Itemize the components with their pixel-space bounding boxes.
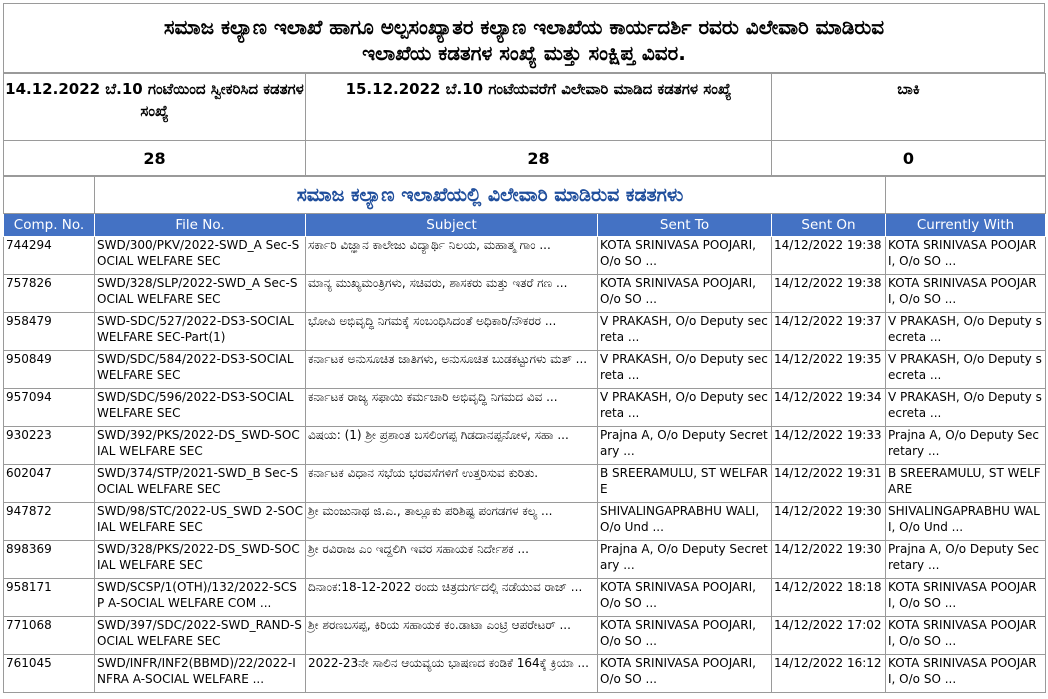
sent-to-cell: KOTA SRINIVASA POOJARI, O/o SO ...	[598, 617, 772, 655]
currently-with-cell: SHIVALINGAPRABHU WALI, O/o Und ...	[886, 503, 1046, 541]
sent-to-cell: KOTA SRINIVASA POOJARI, O/o SO ...	[598, 655, 772, 693]
sent-to-cell: KOTA SRINIVASA POOJARI, O/o SO ...	[598, 275, 772, 313]
currently-with-cell: B SREERAMULU, ST WELFARE	[886, 465, 1046, 503]
table-row	[4, 275, 1046, 313]
file-no-cell: SWD/SDC/596/2022-DS3-SOCIAL WELFARE SEC	[95, 389, 306, 427]
subject-cell: ಕರ್ನಾಟಕ ವಿಧಾನ ಸಭೆಯ ಭರವಸೆಗಳಿಗೆ ಉತ್ತರಿಸುವ ಕುರಿತು.	[306, 465, 598, 503]
table-row	[4, 465, 1046, 503]
sent-on-cell: 14/12/2022 17:02	[772, 617, 886, 655]
table-row	[4, 617, 1046, 655]
comp-no-cell: 958171	[4, 579, 95, 617]
currently-with-cell: KOTA SRINIVASA POOJARI, O/o SO ...	[886, 617, 1046, 655]
section-left-spacer	[4, 177, 95, 214]
pending-label: ಬಾಕಿ	[772, 74, 1046, 141]
table-row	[4, 351, 1046, 389]
subject-cell: 2022-23ನೇ ಸಾಲಿನ ಆಯವ್ಯಯ ಭಾಷಣದ ಕಂಡಿಕೆ 164ಕ್ಕೆ ಕ್ರಿಯಾ ...	[306, 655, 598, 693]
table-row	[4, 655, 1046, 693]
table-row	[4, 503, 1046, 541]
comp-no-cell: 757826	[4, 275, 95, 313]
title-table	[3, 3, 1045, 73]
sent-on-cell: 14/12/2022 19:35	[772, 351, 886, 389]
sent-on-cell: 14/12/2022 19:37	[772, 313, 886, 351]
subject-cell: ಕರ್ನಾಟಕ ರಾಜ್ಯ ಸಫಾಯಿ ಕರ್ಮಚಾರಿ ಅಭಿವೃದ್ಧಿ ನಿಗಮದ ವಿವ ...	[306, 389, 598, 427]
table-row	[4, 237, 1046, 275]
sent-to-cell: V PRAKASH, O/o Deputy secreta ...	[598, 313, 772, 351]
file-no-cell: SWD/INFR/INF2(BBMD)/22/2022-INFRA A-SOCIAL WELFARE ...	[95, 655, 306, 693]
sent-to-cell: B SREERAMULU, ST WELFARE	[598, 465, 772, 503]
subject-cell: ವಿಷಯ: (1) ಶ್ರೀ ಪ್ರಶಾಂತ ಬಸಲಿಂಗಪ್ಪ ಗಿಡದಾನಪ್ಪನೋಳ, ಸಹಾ ...	[306, 427, 598, 465]
file-no-cell: SWD/300/PKV/2022-SWD_A Sec-SOCIAL WELFARE SEC	[95, 237, 306, 275]
sent-to-cell: SHIVALINGAPRABHU WALI, O/o Und ...	[598, 503, 772, 541]
sent-to-cell: KOTA SRINIVASA POOJARI, O/o SO ...	[598, 579, 772, 617]
pending-value: 0	[772, 141, 1046, 176]
currently-with-cell: Prajna A, O/o Deputy Secretary ...	[886, 541, 1046, 579]
table-row	[4, 427, 1046, 465]
comp-no-cell: 930223	[4, 427, 95, 465]
currently-with-cell: V PRAKASH, O/o Deputy secreta ...	[886, 389, 1046, 427]
file-no-cell: SWD/SCSP/1(OTH)/132/2022-SCSP A-SOCIAL WELFARE COM ...	[95, 579, 306, 617]
table-row	[4, 389, 1046, 427]
column-header-row	[4, 214, 1046, 237]
sent-on-cell: 14/12/2022 19:34	[772, 389, 886, 427]
table-row	[4, 313, 1046, 351]
subject-cell: ಸರ್ಕಾರಿ ವಿಜ್ಞಾನ ಕಾಲೇಜು ವಿದ್ಯಾರ್ಥಿ ನಿಲಯ, ಮಹಾತ್ಮ ಗಾಂ ...	[306, 237, 598, 275]
currently-with-cell: KOTA SRINIVASA POOJARI, O/o SO ...	[886, 237, 1046, 275]
comp-no-cell: 947872	[4, 503, 95, 541]
file-no-cell: SWD/98/STC/2022-US_SWD 2-SOCIAL WELFARE SEC	[95, 503, 306, 541]
sent-on-cell: 14/12/2022 19:30	[772, 541, 886, 579]
subject-cell: ದಿನಾಂಕ:18-12-2022 ರಂದು ಚಿತ್ರದುರ್ಗದಲ್ಲಿ ನಡೆಯುವ ರಾಜ್ ...	[306, 579, 598, 617]
subject-cell: ಮಾನ್ಯ ಮುಖ್ಯಮಂತ್ರಿಗಳು, ಸಚಿವರು, ಶಾಸಕರು ಮತ್ತು ಇತರೆ ಗಣ ...	[306, 275, 598, 313]
section-right-spacer	[886, 177, 1046, 214]
sent-on-cell: 14/12/2022 19:31	[772, 465, 886, 503]
currently-with-cell: KOTA SRINIVASA POOJARI, O/o SO ...	[886, 579, 1046, 617]
disposed-label: 15.12.2022 ಬೆ.10 ಗಂಟೆಯವರೆಗೆ ವಿಲೇವಾರಿ ಮಾಡಿದ ಕಡತಗಳ ಸಂಖ್ಯೆ	[306, 74, 772, 141]
sent-to-cell: Prajna A, O/o Deputy Secretary ...	[598, 541, 772, 579]
file-no-cell: SWD/328/SLP/2022-SWD_A Sec-SOCIAL WELFARE SEC	[95, 275, 306, 313]
table-row	[4, 579, 1046, 617]
comp-no-cell: 957094	[4, 389, 95, 427]
sent-to-cell: KOTA SRINIVASA POOJARI, O/o SO ...	[598, 237, 772, 275]
report-title	[4, 4, 1045, 73]
files-table	[3, 176, 1046, 693]
comp-no-cell: 950849	[4, 351, 95, 389]
table-row	[4, 541, 1046, 579]
sent-to-cell: Prajna A, O/o Deputy Secretary ...	[598, 427, 772, 465]
comp-no-cell: 602047	[4, 465, 95, 503]
file-no-cell: SWD/392/PKS/2022-DS_SWD-SOCIAL WELFARE SEC	[95, 427, 306, 465]
comp-no-cell: 761045	[4, 655, 95, 693]
file-no-cell: SWD/328/PKS/2022-DS_SWD-SOCIAL WELFARE SEC	[95, 541, 306, 579]
col-comp-no: Comp. No.	[4, 214, 95, 237]
report-title-line2: ಇಲಾಖೆಯ ಕಡತಗಳ ಸಂಖ್ಯೆ ಮತ್ತು ಸಂಕ್ಷಿಪ್ತ ವಿವರ.	[362, 41, 686, 65]
sent-on-cell: 14/12/2022 16:12	[772, 655, 886, 693]
sent-on-cell: 14/12/2022 19:30	[772, 503, 886, 541]
comp-no-cell: 958479	[4, 313, 95, 351]
sent-on-cell: 14/12/2022 19:33	[772, 427, 886, 465]
currently-with-cell: V PRAKASH, O/o Deputy secreta ...	[886, 351, 1046, 389]
sent-to-cell: V PRAKASH, O/o Deputy secreta ...	[598, 389, 772, 427]
section-title: ಸಮಾಜ ಕಲ್ಯಾಣ ಇಲಾಖೆಯಲ್ಲಿ ವಿಲೇವಾರಿ ಮಾಡಿರುವ ಕಡತಗಳು	[95, 177, 886, 214]
summary-table	[3, 73, 1046, 176]
comp-no-cell: 744294	[4, 237, 95, 275]
subject-cell: ಶ್ರೀ ಶರಣಬಸಪ್ಪ, ಕಿರಿಯ ಸಹಾಯಕ ಕಂ.ಡಾಟಾ ಎಂಟ್ರಿ ಆಪರೇಟರ್ ...	[306, 617, 598, 655]
received-value: 28	[4, 141, 306, 176]
received-label: 14.12.2022 ಬೆ.10 ಗಂಟೆಯಿಂದ ಸ್ವೀಕರಿಸಿದ ಕಡತಗಳ ಸಂಖ್ಯೆ	[4, 74, 306, 141]
disposed-value: 28	[306, 141, 772, 176]
file-no-cell: SWD/374/STP/2021-SWD_B Sec-SOCIAL WELFARE SEC	[95, 465, 306, 503]
sent-to-cell: V PRAKASH, O/o Deputy secreta ...	[598, 351, 772, 389]
sent-on-cell: 14/12/2022 19:38	[772, 275, 886, 313]
currently-with-cell: V PRAKASH, O/o Deputy secreta ...	[886, 313, 1046, 351]
file-no-cell: SWD/397/SDC/2022-SWD_RAND-SOCIAL WELFARE SEC	[95, 617, 306, 655]
col-sent-to: Sent To	[598, 214, 772, 237]
col-sent-on: Sent On	[772, 214, 886, 237]
comp-no-cell: 898369	[4, 541, 95, 579]
sent-on-cell: 14/12/2022 19:38	[772, 237, 886, 275]
file-no-cell: SWD/SDC/584/2022-DS3-SOCIAL WELFARE SEC	[95, 351, 306, 389]
col-file-no: File No.	[95, 214, 306, 237]
subject-cell: ಶ್ರೀ ರವಿರಾಜ ಎಂ ಇದ್ದಲಿಗಿ ಇವರ ಸಹಾಯಕ ನಿರ್ದೇಶಕ ...	[306, 541, 598, 579]
file-no-cell: SWD-SDC/527/2022-DS3-SOCIAL WELFARE SEC-Part(1)	[95, 313, 306, 351]
currently-with-cell: KOTA SRINIVASA POOJARI, O/o SO ...	[886, 275, 1046, 313]
file-rows	[4, 237, 1046, 693]
subject-cell: ಭೋವಿ ಅಭಿವೃದ್ಧಿ ನಿಗಮಕ್ಕೆ ಸಂಬಂಧಿಸಿದಂತೆ ಅಧಿಕಾರಿ/ನೌಕರರ ...	[306, 313, 598, 351]
subject-cell: ಶ್ರೀ ಮಂಜುನಾಥ ಜಿ.ಎ., ತಾಲ್ಲೂಕು ಪರಿಶಿಷ್ಟ ಪಂಗಡಗಳ ಕಲ್ಯ ...	[306, 503, 598, 541]
sent-on-cell: 14/12/2022 18:18	[772, 579, 886, 617]
report-title-line1: ಸಮಾಜ ಕಲ್ಯಾಣ ಇಲಾಖೆ ಹಾಗೂ ಅಲ್ಪಸಂಖ್ಯಾತರ ಕಲ್ಯಾಣ ಇಲಾಖೆಯ ಕಾರ್ಯದರ್ಶಿ ರವರು ವಿಲೇವಾರಿ ಮಾಡಿರುವ	[163, 15, 885, 39]
report-sheet	[3, 3, 1045, 693]
col-currently-with: Currently With	[886, 214, 1046, 237]
currently-with-cell: KOTA SRINIVASA POOJARI, O/o SO ...	[886, 655, 1046, 693]
col-subject: Subject	[306, 214, 598, 237]
comp-no-cell: 771068	[4, 617, 95, 655]
currently-with-cell: Prajna A, O/o Deputy Secretary ...	[886, 427, 1046, 465]
subject-cell: ಕರ್ನಾಟಕ ಅನುಸೂಚಿತ ಜಾತಿಗಳು, ಅನುಸೂಚಿತ ಬುಡಕಟ್ಟುಗಳು ಮತ್ ...	[306, 351, 598, 389]
